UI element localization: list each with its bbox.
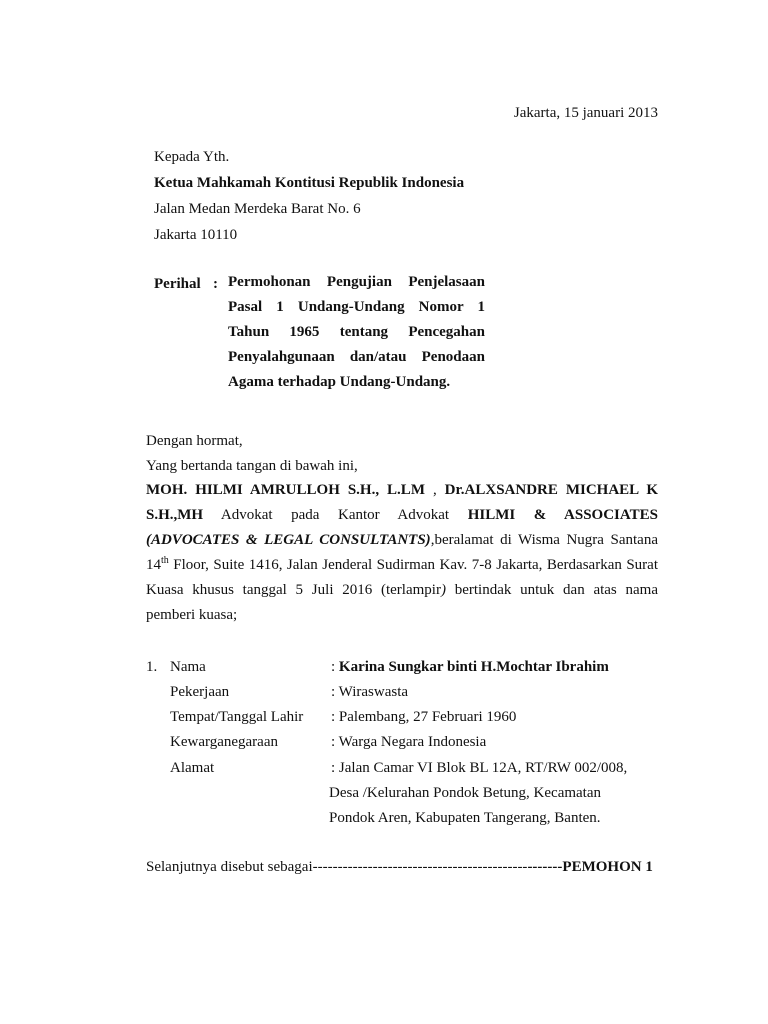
recipient-greeting: Kepada Yth. xyxy=(154,149,230,165)
body-line: (ADVOCATES & LEGAL CONSULTANTS),beralamat di Wisma Nugra Santana xyxy=(146,532,658,548)
applicant-field-label: Nama xyxy=(170,659,206,675)
applicant-address-cont: Pondok Aren, Kabupaten Tangerang, Banten. xyxy=(329,810,601,826)
body-line: S.H.,MH Advokat pada Kantor Advokat HILMI & ASSOCIATES xyxy=(146,507,658,523)
applicant-name: Karina Sungkar binti H.Mochtar Ibrahim xyxy=(338,659,609,675)
perihal-line: Agama terhadap Undang-Undang. xyxy=(228,374,451,390)
perihal-line: Tahun 1965 tentang Pencegahan xyxy=(228,324,485,340)
firm-subtitle: (ADVOCATES & LEGAL CONSULTANTS) xyxy=(146,532,431,548)
closing-line: Selanjutnya disebut sebagai--------------------------------------------------PEMOHON 1 xyxy=(146,859,653,875)
applicant-field-value: : Warga Negara Indonesia xyxy=(331,734,487,750)
applicant-address-cont: Desa /Kelurahan Pondok Betung, Kecamatan xyxy=(329,785,601,801)
recipient-name: Ketua Mahkamah Kontitusi Republik Indonesia xyxy=(154,175,465,191)
advocate-name-1: MOH. HILMI AMRULLOH S.H., L.LM xyxy=(146,482,425,498)
applicant-field-label: Alamat xyxy=(170,760,215,776)
recipient-address-line2: Jakarta 10110 xyxy=(154,227,238,243)
applicant-field-value: : Palembang, 27 Februari 1960 xyxy=(331,709,517,725)
perihal-line: Permohonan Pengujian Penjelasaan xyxy=(228,274,485,290)
applicant-field-value: : Karina Sungkar binti H.Mochtar Ibrahim xyxy=(331,659,609,675)
body-line: 14th Floor, Suite 1416, Jalan Jenderal Sudirman Kav. 7-8 Jakarta, Berdasarkan Surat xyxy=(146,555,658,573)
body-line: MOH. HILMI AMRULLOH S.H., L.LM , Dr.ALXSANDRE MICHAEL K xyxy=(146,482,658,498)
dash-leader: ------------------------------------------- xyxy=(312,859,528,875)
perihal-line: Penyalahgunaan dan/atau Penodaan xyxy=(228,349,485,365)
body-line: Kuasa khusus tanggal 5 Juli 2016 (terlampir) bertindak untuk dan atas nama xyxy=(146,582,658,598)
applicant-field-label: Kewarganegaraan xyxy=(170,734,278,750)
advocate-name-2: Dr.ALXSANDRE MICHAEL K xyxy=(444,482,658,498)
letter-date: Jakarta, 15 januari 2013 xyxy=(513,105,658,121)
perihal-colon: : xyxy=(213,276,218,292)
applicant-field-value: : Jalan Camar VI Blok BL 12A, RT/RW 002/008, xyxy=(331,760,628,776)
perihal-line: Pasal 1 Undang-Undang Nomor 1 xyxy=(228,299,485,315)
applicant-field-value: : Wiraswasta xyxy=(331,684,409,700)
body-line: pemberi kuasa; xyxy=(146,607,238,623)
salutation: Dengan hormat, xyxy=(146,433,243,449)
perihal-subject xyxy=(228,270,485,395)
firm-name: HILMI & ASSOCIATES xyxy=(467,507,658,523)
applicant-field-label: Pekerjaan xyxy=(170,684,230,700)
intro-line: Yang bertanda tangan di bawah ini, xyxy=(146,458,358,474)
applicant-number: 1. xyxy=(146,659,158,675)
pemohon-label: PEMOHON 1 xyxy=(562,859,653,875)
applicant-field-label: Tempat/Tanggal Lahir xyxy=(170,709,304,725)
body-paragraph xyxy=(146,478,658,628)
recipient-address-line1: Jalan Medan Merdeka Barat No. 6 xyxy=(154,201,361,217)
perihal-label: Perihal xyxy=(154,276,201,292)
